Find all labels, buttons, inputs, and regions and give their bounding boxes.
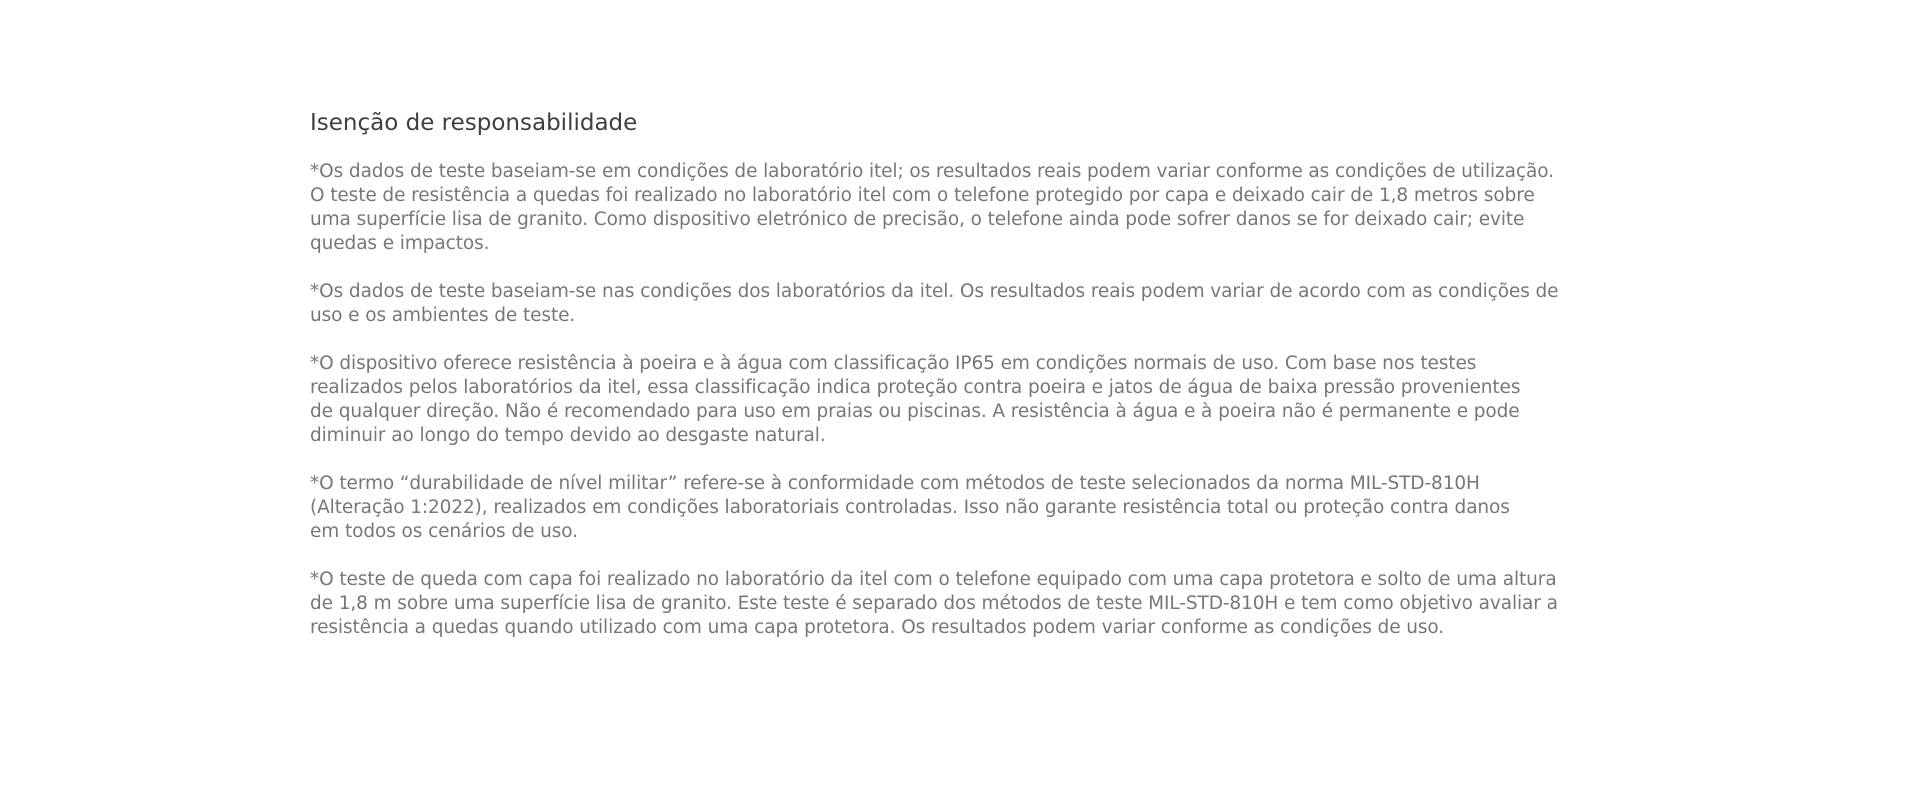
disclaimer-paragraph-lab-conditions: *Os dados de teste baseiam-se em condições de laboratório itel; os resultados reais podem variar conforme as condições de utilização. O teste de resistência a quedas foi realizado no laboratório itel com o telefone protegido por capa e deixado cair de 1,8 metros sobre uma superfície lisa de granito. Como dispositivo eletrónico de precisão, o telefone ainda pode sofrer danos se for deixado cair; evite quedas e impactos.: [310, 161, 1554, 254]
disclaimer-paragraph-drop-test: *O teste de queda com capa foi realizado no laboratório da itel com o telefone equipado com uma capa protetora e solto de uma altura de 1,8 m sobre uma superfície lisa de granito. Este teste é separado dos métodos de teste MIL-STD-810H e tem como objetivo avaliar a resistência a quedas quando utilizado com uma capa protetora. Os resultados podem variar conforme as condições de uso.: [310, 569, 1558, 638]
disclaimer-title: Isenção de responsabilidade: [310, 110, 638, 136]
disclaimer-section: [310, 108, 1630, 664]
disclaimer-paragraph-test-environment: *Os dados de teste baseiam-se nas condições dos laboratórios da itel. Os resultados reais podem variar de acordo com as condições de uso e os ambientes de teste.: [310, 281, 1559, 326]
disclaimer-paragraph-ip65: *O dispositivo oferece resistência à poeira e à água com classificação IP65 em condições normais de uso. Com base nos testes realizados pelos laboratórios da itel, essa classificação indica proteção contra poeira e jatos de água de baixa pressão provenientes de qualquer direção. Não é recomendado para uso em praias ou piscinas. A resistência à água e à poeira não é permanente e pode diminuir ao longo do tempo devido ao desgaste natural.: [310, 353, 1521, 446]
disclaimer-paragraph-military-grade: *O termo “durabilidade de nível militar” refere-se à conformidade com métodos de teste selecionados da norma MIL-STD-810H (Alteração 1:2022), realizados em condições laboratoriais controladas. Isso não garante resistência total ou proteção contra danos em todos os cenários de uso.: [310, 473, 1510, 542]
